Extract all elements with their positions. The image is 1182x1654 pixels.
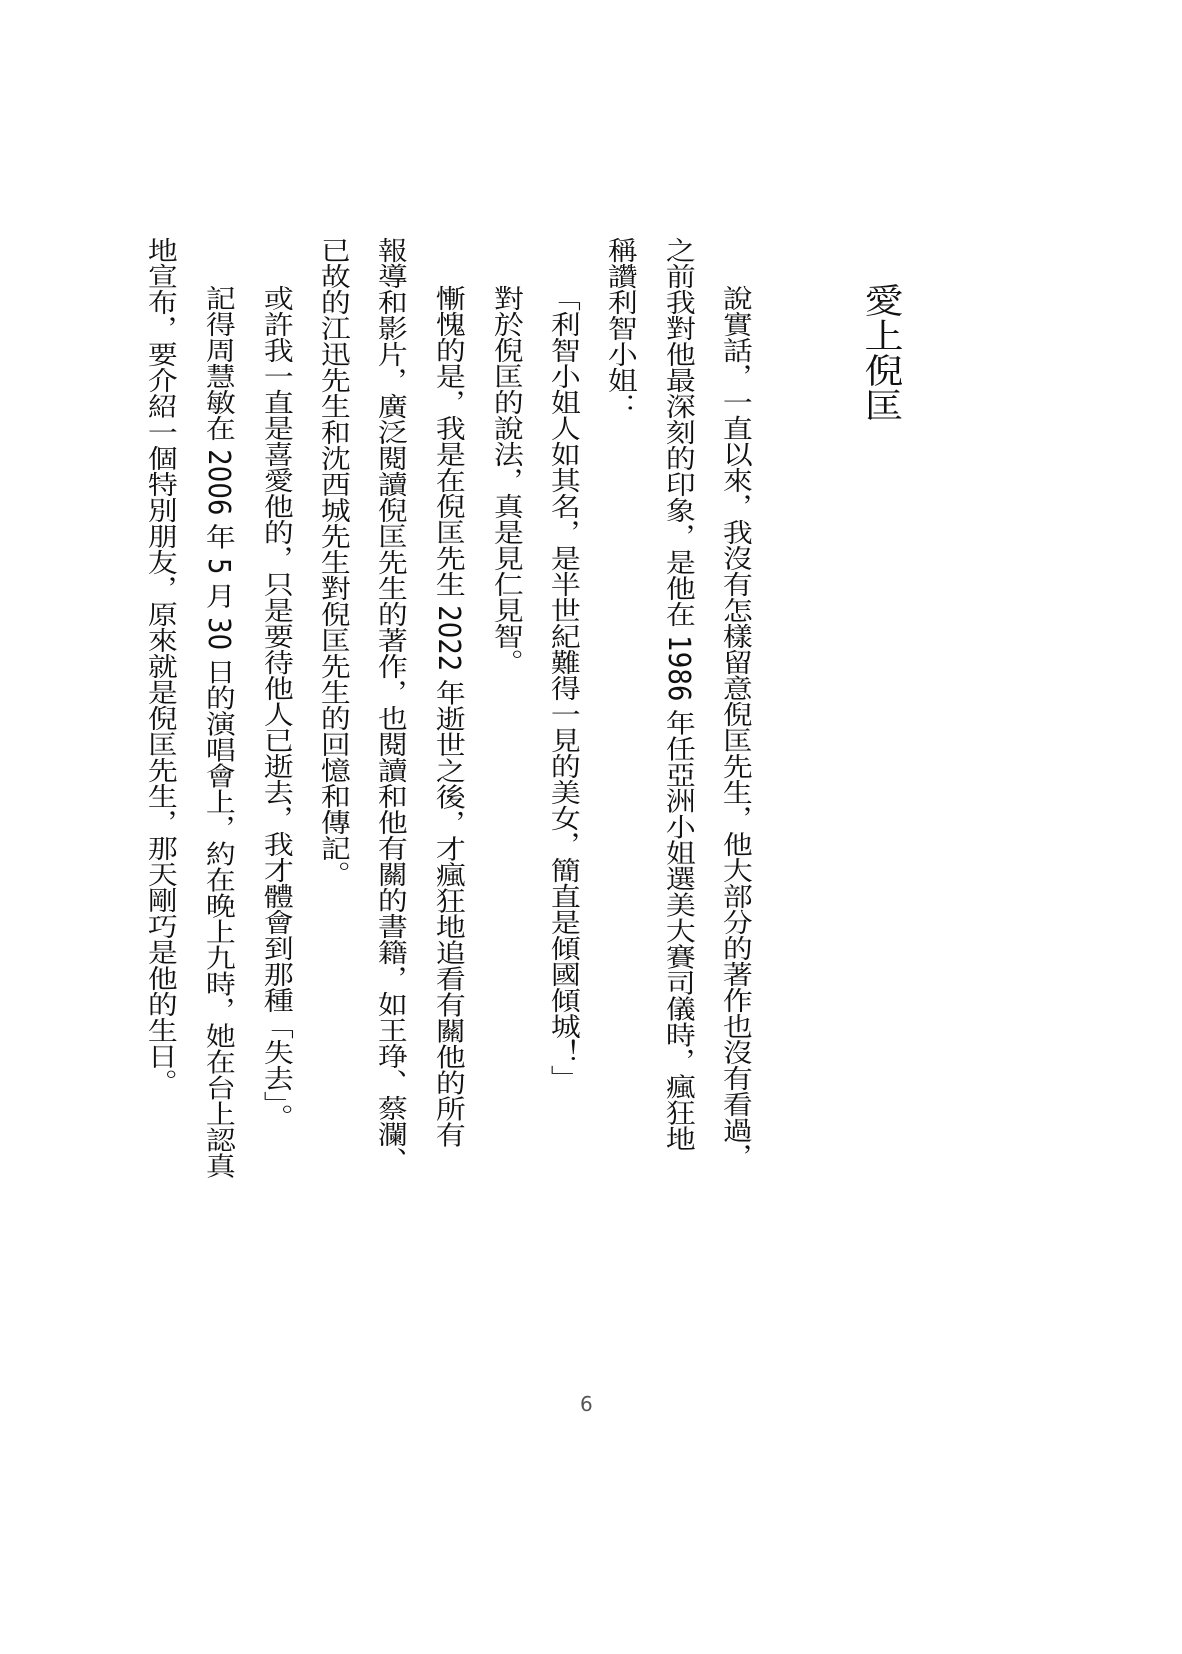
- page-title: 愛上倪匡: [857, 283, 903, 423]
- text-line-6: 慚愧的是，我是在倪匡先生 2022 年逝世之後，才瘋狂地追看有關他的所有: [430, 285, 466, 1148]
- text-line-11: 地宣布，要介紹一個特別朋友，原來就是倪匡先生，那天剛巧是他的生日。: [142, 237, 178, 1095]
- text-line-8: 已故的江迅先生和沈西城先生對倪匡先生的回憶和傳記。: [315, 237, 351, 887]
- text-line-9: 或許我一直是喜愛他的，只是要待他人已逝去，我才體會到那種「失去」。: [258, 285, 294, 1130]
- page-number: 6: [580, 1392, 593, 1416]
- text-line-7: 報導和影片，廣泛閱讀倪匡先生的著作，也閱讀和他有關的書籍，如王琤、蔡瀾、: [372, 237, 408, 1173]
- text-line-10: 記得周慧敏在 2006 年 5 月 30 日的演唱會上，約在晚上九時，她在台上認真: [200, 285, 236, 1179]
- text-line-1: 說實話，一直以來，我沒有怎樣留意倪匡先生，他大部分的著作也沒有看過，: [717, 285, 753, 1169]
- text-line-2: 之前我對他最深刻的印象，是他在 1986 年任亞洲小姐選美大賽司儀時，瘋狂地: [660, 237, 696, 1152]
- quote-line: 「利智小姐人如其名，是半世紀難得一見的美女，簡直是傾國傾城！」: [545, 285, 581, 1091]
- text-line-5: 對於倪匡的說法，真是見仁見智。: [488, 285, 524, 675]
- text-line-3: 稱讚利智小姐：: [602, 237, 638, 419]
